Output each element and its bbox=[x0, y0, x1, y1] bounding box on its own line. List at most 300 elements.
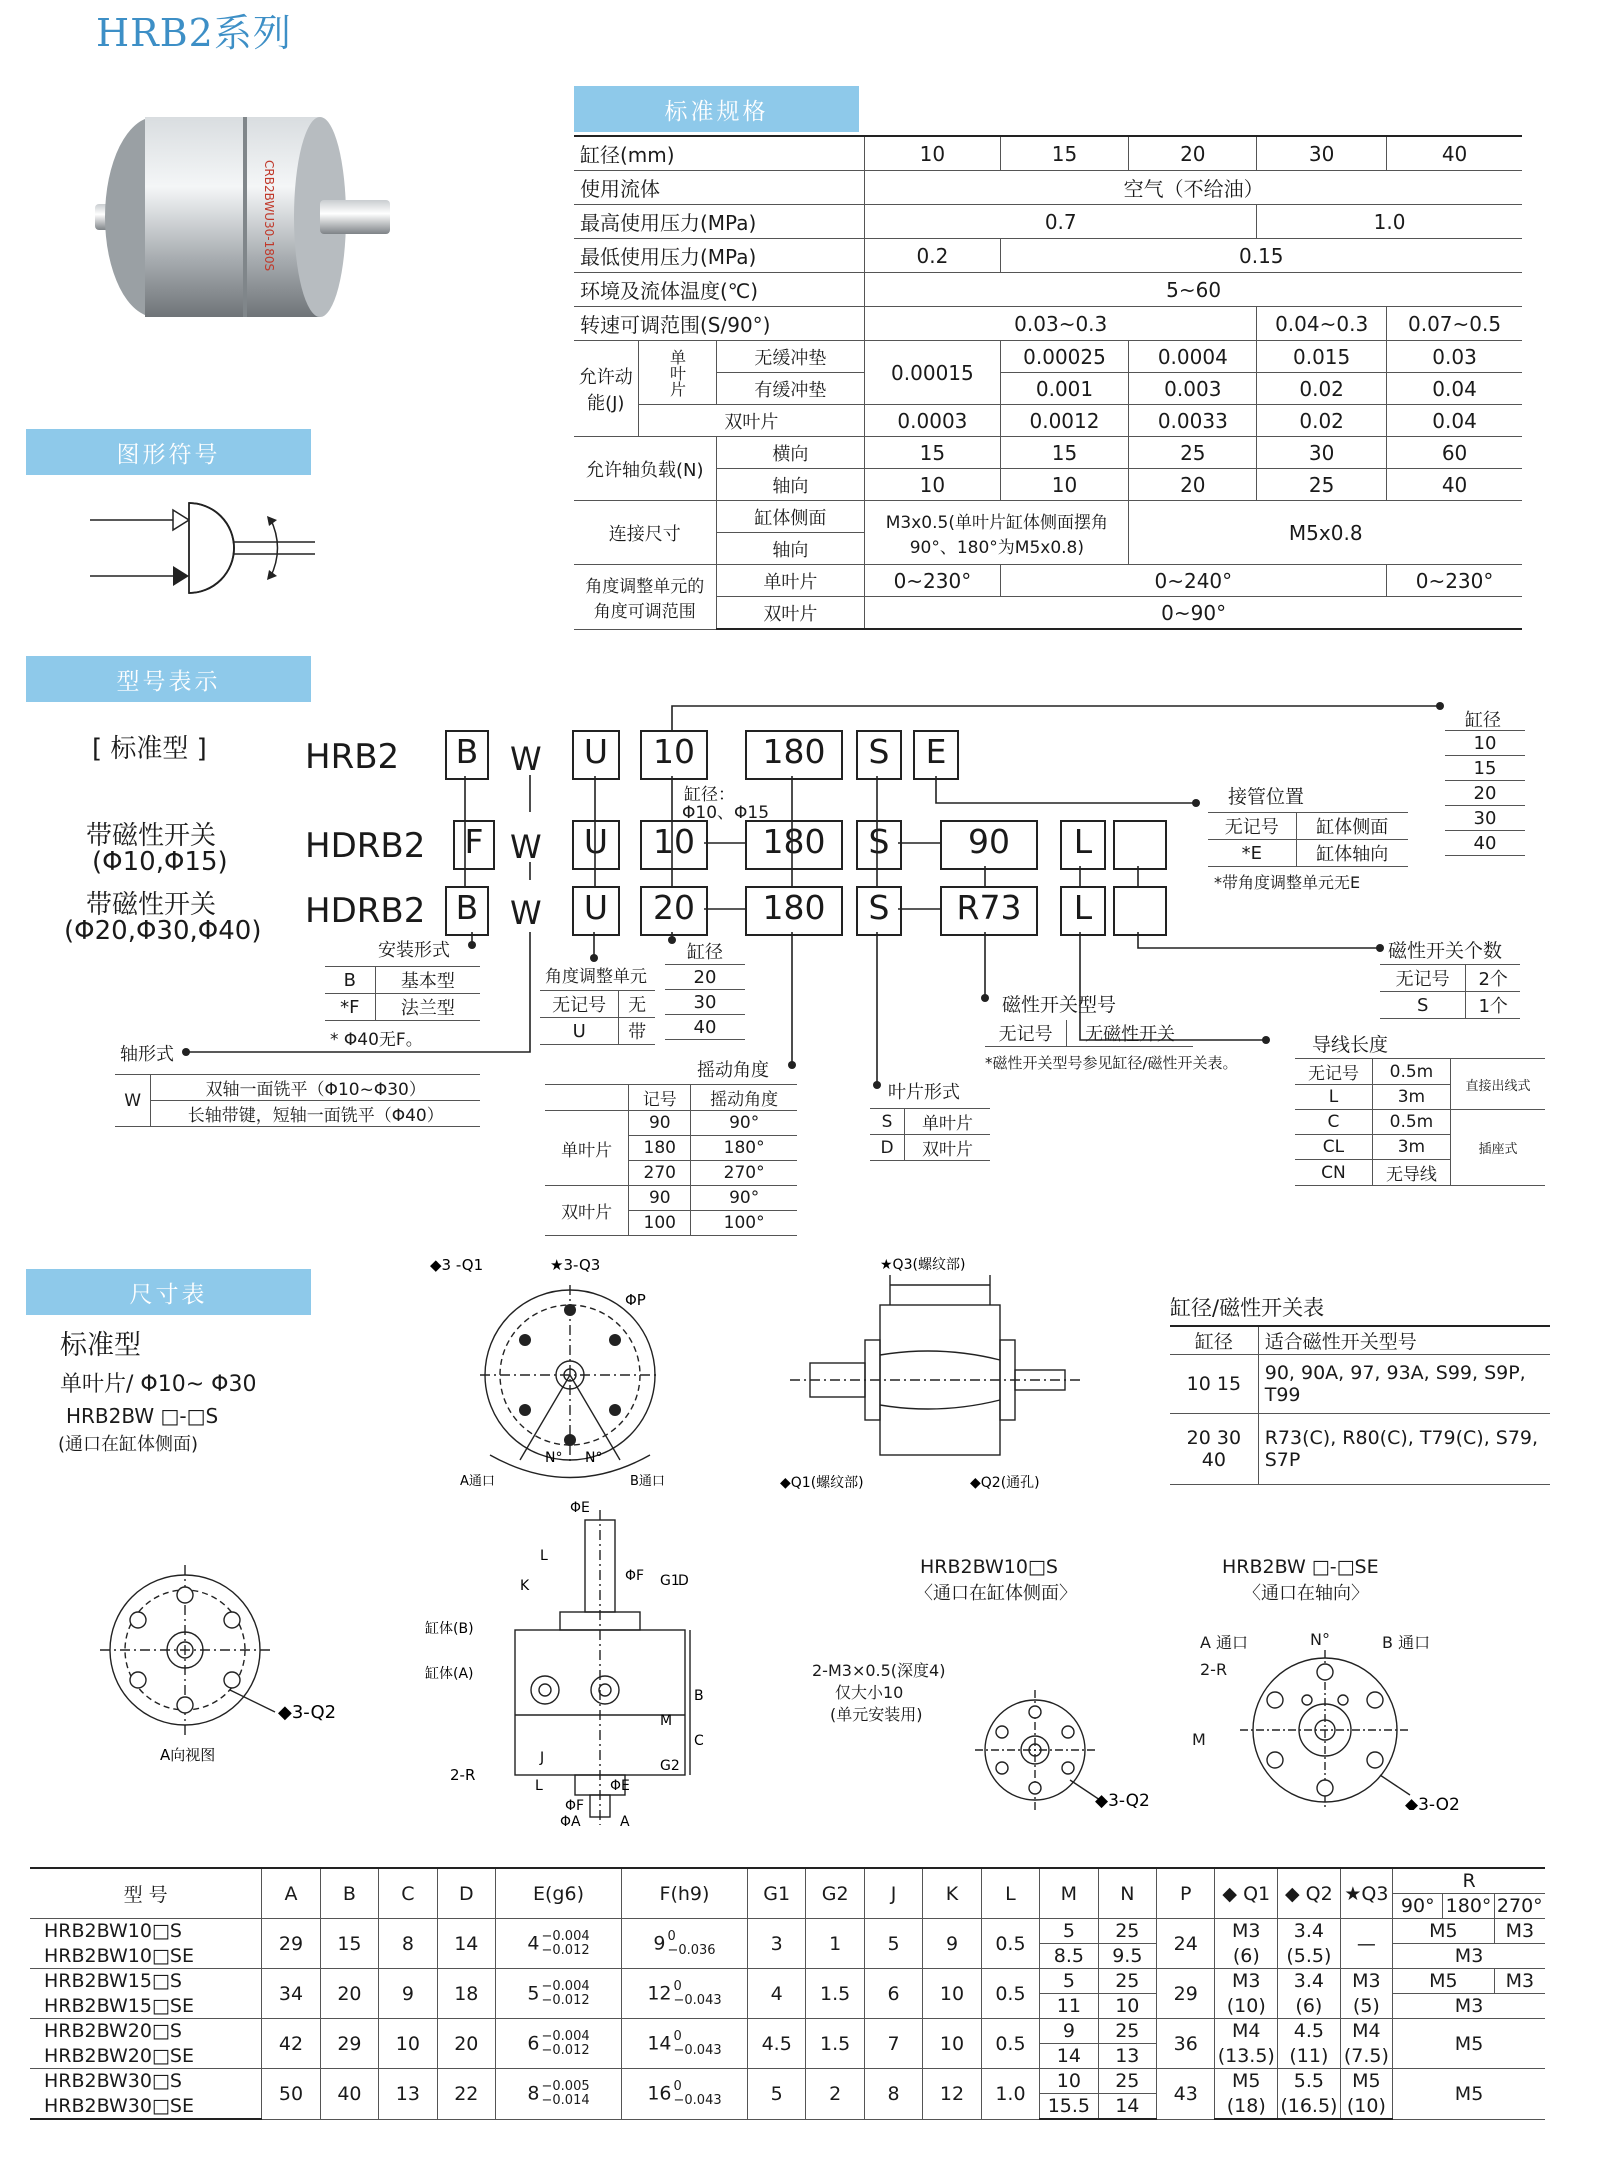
hrb10-note2: 仅大小10 bbox=[835, 1683, 904, 1702]
dim-cell-q1b: (13.5) bbox=[1215, 2044, 1278, 2069]
dim-cell-q3a: M5 bbox=[1340, 2069, 1392, 2094]
mount-note: * Φ40无F。 bbox=[330, 1030, 423, 1050]
mount-val-1: 法兰型 bbox=[375, 994, 480, 1021]
row3-l: L bbox=[1060, 886, 1106, 936]
dim-cell-q3a: M3 bbox=[1340, 1969, 1392, 1994]
swing-v4: 100° bbox=[691, 1211, 797, 1236]
spec-bore-10: 10 bbox=[865, 136, 1000, 171]
spec-speed-label: 转速可调范围(S/90°) bbox=[574, 307, 865, 341]
dim-cell-c: 10 bbox=[379, 2019, 437, 2069]
spec-maxp-b: 1.0 bbox=[1257, 205, 1522, 239]
spec-bore-20: 20 bbox=[1129, 136, 1257, 171]
dim-cell-n1: 25 bbox=[1098, 2069, 1156, 2094]
front-view-drawing bbox=[420, 1250, 700, 1500]
dim-cell-j: 7 bbox=[864, 2019, 922, 2069]
switch-table-model-0: 90, 90A, 97, 93A, S99, S9P, T99 bbox=[1258, 1355, 1550, 1414]
spec-energy-nc-30: 0.015 bbox=[1257, 341, 1387, 373]
dim-cell-q3a: M4 bbox=[1340, 2019, 1392, 2044]
q2-callout-10: ◆3-Q2 bbox=[1095, 1791, 1150, 1811]
spec-angle-single-b: 0~240° bbox=[1000, 565, 1387, 597]
spec-speed-b: 0.04~0.3 bbox=[1257, 307, 1387, 341]
switch-table bbox=[1170, 1325, 1550, 1485]
adj-key-1: U bbox=[540, 1018, 619, 1045]
d-callout: D bbox=[678, 1573, 689, 1589]
photo-label: CRB2BWU30-180S bbox=[262, 160, 276, 272]
dim-cell-q2b: (16.5) bbox=[1278, 2094, 1341, 2120]
band-spec: 标准规格 bbox=[574, 86, 859, 132]
port-key-1: *E bbox=[1208, 840, 1296, 867]
dim-head-q3: ★Q3 bbox=[1340, 1868, 1392, 1919]
dim-cell-b: 15 bbox=[320, 1919, 378, 1969]
swing-head-0: 记号 bbox=[629, 1085, 691, 1111]
swing-double: 双叶片 bbox=[545, 1186, 629, 1236]
b-port-callout: B通口 bbox=[630, 1474, 665, 1489]
dim-cell-p: 43 bbox=[1157, 2069, 1215, 2120]
row1-w: W bbox=[510, 740, 542, 778]
adj-title: 角度调整单元 bbox=[545, 967, 647, 987]
wire-direct: 直接出线式 bbox=[1450, 1059, 1545, 1110]
f-callout: ΦF bbox=[625, 1568, 645, 1584]
swing-head-1: 摇动角度 bbox=[691, 1085, 797, 1111]
row2-s: S bbox=[856, 820, 902, 870]
dim-cell-g1: 3 bbox=[747, 1919, 805, 1969]
spec-maxp-label: 最高使用压力(MPa) bbox=[574, 205, 865, 239]
dim-cell-f: 12 0 −0.043 bbox=[622, 1969, 748, 2019]
port-title: 接管位置 bbox=[1228, 786, 1305, 808]
q3-callout: ★3-Q3 bbox=[550, 1256, 601, 1274]
dim-head-b: B bbox=[320, 1868, 378, 1919]
dim-cell-l: 0.5 bbox=[981, 2019, 1039, 2069]
dim-cell-b: 20 bbox=[320, 1969, 378, 2019]
spec-load-a-30: 25 bbox=[1257, 469, 1387, 501]
dim-cell-q1a: M4 bbox=[1215, 2019, 1278, 2044]
wire-k2: C bbox=[1295, 1110, 1372, 1135]
switch-note: *磁性开关型号参见缸径/磁性开关表。 bbox=[985, 1054, 1238, 1072]
row2-sw: 90 bbox=[940, 820, 1038, 870]
dim-head-r: R bbox=[1393, 1868, 1545, 1894]
spec-load-r-20: 25 bbox=[1129, 437, 1257, 469]
shaft-title: 轴形式 bbox=[120, 1044, 174, 1065]
dim-cell-r-270: M3 bbox=[1494, 1969, 1545, 1994]
spec-load-r-30: 30 bbox=[1257, 437, 1387, 469]
swing-k1: 180 bbox=[629, 1136, 691, 1161]
bore2-40: 40 bbox=[665, 1015, 745, 1040]
hrbse-drawing bbox=[1235, 1650, 1475, 1810]
swing-k3: 90 bbox=[629, 1186, 691, 1211]
spec-conn-side: 缸体侧面 bbox=[716, 501, 865, 533]
dim-model-label: HRB2BW □-□S bbox=[66, 1404, 219, 1428]
swing-v3: 90° bbox=[691, 1186, 797, 1211]
row2-w: W bbox=[510, 828, 542, 866]
swing-title: 摇动角度 bbox=[697, 1060, 769, 1081]
bore-note: 缸径： bbox=[684, 785, 735, 805]
spec-load-r-15: 15 bbox=[1000, 437, 1129, 469]
switch-table-bore-0: 10 15 bbox=[1170, 1355, 1258, 1414]
row3-s: S bbox=[856, 886, 902, 936]
dim-head-model: 型 号 bbox=[30, 1868, 262, 1919]
dim-head-c: C bbox=[379, 1868, 437, 1919]
mount-title: 安装形式 bbox=[378, 940, 450, 961]
cyl-a-callout: 缸体(A) bbox=[425, 1666, 474, 1682]
spec-fluid-value: 空气（不给油） bbox=[865, 171, 1522, 205]
dim-cell-n1: 25 bbox=[1098, 2019, 1156, 2044]
spec-load-a-15: 10 bbox=[1000, 469, 1129, 501]
dim-cell-q1a: M3 bbox=[1215, 1969, 1278, 1994]
se-n: N° bbox=[1310, 1630, 1330, 1649]
g2-callout: G2 bbox=[660, 1758, 680, 1774]
spec-angle-double: 双叶片 bbox=[716, 597, 865, 630]
dim-cell-q1a: M5 bbox=[1215, 2069, 1278, 2094]
dim-cell-q2b: (5.5) bbox=[1278, 1944, 1341, 1969]
spec-axial: 轴向 bbox=[716, 469, 865, 501]
dim-head-r180: 180° bbox=[1443, 1894, 1494, 1919]
wire-v2: 0.5m bbox=[1372, 1110, 1450, 1135]
spec-angle-label: 角度调整单元的角度可调范围 bbox=[574, 565, 716, 630]
side-view-drawing bbox=[770, 1245, 1100, 1495]
spec-energy-nc-15: 0.00025 bbox=[1000, 341, 1129, 373]
mount-key-1: *F bbox=[325, 994, 375, 1021]
dim-cell-m1: 10 bbox=[1040, 2069, 1098, 2094]
dim-cell-n1: 25 bbox=[1098, 1919, 1156, 1944]
hrbse-title: HRB2BW □-□SE bbox=[1222, 1556, 1379, 1578]
spec-load-r-10: 15 bbox=[865, 437, 1000, 469]
c-callout: C bbox=[694, 1733, 704, 1749]
dim-cell-l: 0.5 bbox=[981, 1919, 1039, 1969]
row2-count bbox=[1113, 820, 1167, 870]
dim-cell-j: 8 bbox=[864, 2069, 922, 2120]
l-callout-bottom: L bbox=[535, 1778, 543, 1794]
spec-fluid-label: 使用流体 bbox=[574, 171, 865, 205]
dim-cell-f: 14 0 −0.043 bbox=[622, 2019, 748, 2069]
e-callout-bottom: ΦE bbox=[610, 1778, 630, 1794]
dim-cell-e: 8 −0.005 −0.014 bbox=[496, 2069, 622, 2120]
hrb10-sub: 〈通口在缸体侧面〉 bbox=[915, 1583, 1077, 1604]
swing-k2: 270 bbox=[629, 1161, 691, 1186]
spec-with-cushion: 有缓冲垫 bbox=[716, 373, 865, 405]
dim-cell-m2: 8.5 bbox=[1040, 1944, 1098, 1969]
count-val-1: 1个 bbox=[1466, 992, 1520, 1019]
spec-single-vane: 单叶片 bbox=[638, 341, 716, 405]
j-callout: J bbox=[540, 1750, 545, 1766]
dim-cell-j: 6 bbox=[864, 1969, 922, 2019]
se-a-port: A 通口 bbox=[1200, 1633, 1249, 1652]
swing-k4: 100 bbox=[629, 1211, 691, 1236]
m-callout: M bbox=[660, 1713, 673, 1729]
row2-prefix: HDRB2 bbox=[305, 826, 426, 866]
dim-head-d: D bbox=[437, 1868, 495, 1919]
bore-40: 40 bbox=[1445, 831, 1525, 856]
dim-cell-g2: 1 bbox=[806, 1919, 864, 1969]
dim-cell-m1: 5 bbox=[1040, 1919, 1098, 1944]
port-note: *带角度调整单元无E bbox=[1214, 873, 1361, 892]
hrb10-note1: 2-M3×0.5(深度4) bbox=[812, 1661, 946, 1680]
dim-cell-l: 0.5 bbox=[981, 1969, 1039, 2019]
dim-head-m: M bbox=[1040, 1868, 1098, 1919]
spec-double-vane: 双叶片 bbox=[638, 405, 865, 437]
q1-thread-callout: ◆Q1(螺纹部) bbox=[780, 1475, 864, 1491]
bore-15: 15 bbox=[1445, 756, 1525, 781]
shaft-table bbox=[115, 1074, 480, 1127]
b-callout: B bbox=[694, 1688, 704, 1704]
adj-val-1: 带 bbox=[619, 1018, 655, 1045]
spec-bore-15: 15 bbox=[1000, 136, 1129, 171]
dim-cell-r-270: M3 bbox=[1494, 1919, 1545, 1944]
dim-head-l: L bbox=[981, 1868, 1039, 1919]
mount-key-0: B bbox=[325, 967, 375, 994]
a-view-label: A向视图 bbox=[160, 1746, 216, 1764]
dim-head-q2: ◆ Q2 bbox=[1278, 1868, 1341, 1919]
e-callout: ΦE bbox=[570, 1500, 590, 1516]
row3-bore: 20 bbox=[640, 886, 708, 936]
switch-title: 磁性开关型号 bbox=[1002, 994, 1117, 1016]
swing-v1: 180° bbox=[691, 1136, 797, 1161]
dim-cell-d: 14 bbox=[437, 1919, 495, 1969]
dim-cell-q2a: 3.4 bbox=[1278, 1919, 1341, 1944]
dim-cell-d: 20 bbox=[437, 2019, 495, 2069]
dim-head-r90: 90° bbox=[1393, 1894, 1443, 1919]
row1-u: U bbox=[572, 730, 620, 780]
spec-temp-value: 5~60 bbox=[865, 273, 1522, 307]
spec-radial: 横向 bbox=[716, 437, 865, 469]
row1-e: E bbox=[913, 730, 959, 780]
row1-s: S bbox=[856, 730, 902, 780]
dim-cell-e: 5 −0.004 −0.012 bbox=[496, 1969, 622, 2019]
spec-load-a-20: 20 bbox=[1129, 469, 1257, 501]
dim-cell-q1b: (18) bbox=[1215, 2094, 1278, 2120]
graphic-symbol bbox=[85, 498, 335, 608]
spec-maxp-a: 0.7 bbox=[865, 205, 1257, 239]
dim-cell-q3: — bbox=[1340, 1919, 1392, 1969]
dim-cell-e: 4 −0.004 −0.012 bbox=[496, 1919, 622, 1969]
bore2-table bbox=[665, 964, 745, 1040]
f-callout-bottom: ΦF bbox=[565, 1798, 585, 1814]
dim-cell-q1b: (6) bbox=[1215, 1944, 1278, 1969]
dim-cell-q2a: 4.5 bbox=[1278, 2019, 1341, 2044]
dim-head-n: N bbox=[1098, 1868, 1156, 1919]
vane-v1: 双叶片 bbox=[904, 1135, 990, 1161]
spec-energy-d-30: 0.02 bbox=[1257, 405, 1387, 437]
dim-cell-r-se: M3 bbox=[1393, 1994, 1545, 2019]
dim-model-note: (通口在缸体侧面) bbox=[58, 1434, 199, 1455]
count-val-0: 2个 bbox=[1466, 965, 1520, 992]
bore2-30: 30 bbox=[665, 990, 745, 1015]
swing-v0: 90° bbox=[691, 1111, 797, 1136]
dim-head-r270: 270° bbox=[1494, 1894, 1545, 1919]
wire-k4: CN bbox=[1295, 1160, 1372, 1186]
dim-head-a: A bbox=[262, 1868, 320, 1919]
spec-angle-double-value: 0~90° bbox=[865, 597, 1522, 630]
bore2-title: 缸径 bbox=[687, 942, 723, 963]
dim-cell-g1: 5 bbox=[747, 2069, 805, 2120]
dim-cell-m2: 14 bbox=[1040, 2044, 1098, 2069]
wire-socket: 插座式 bbox=[1450, 1110, 1545, 1186]
dim-model-se: HRB2BW15□SE bbox=[30, 1994, 262, 2019]
dim-head-q1: ◆ Q1 bbox=[1215, 1868, 1278, 1919]
vane-k1: D bbox=[870, 1135, 904, 1161]
count-title: 磁性开关个数 bbox=[1388, 940, 1503, 962]
row3-u: U bbox=[572, 886, 620, 936]
switch-key-0: 无记号 bbox=[985, 1020, 1067, 1047]
dim-cell-f: 16 0 −0.043 bbox=[622, 2069, 748, 2120]
l-callout-top: L bbox=[540, 1548, 548, 1564]
dim-cell-n2: 13 bbox=[1098, 2044, 1156, 2069]
dim-cell-c: 8 bbox=[379, 1919, 437, 1969]
mount-table bbox=[325, 966, 480, 1021]
spec-speed-a: 0.03~0.3 bbox=[865, 307, 1257, 341]
wire-k1: L bbox=[1295, 1085, 1372, 1110]
count-key-1: S bbox=[1380, 992, 1466, 1019]
dim-cell-e: 6 −0.004 −0.012 bbox=[496, 2019, 622, 2069]
spec-conn-large: M5x0.8 bbox=[1129, 501, 1522, 565]
dim-model-se: HRB2BW20□SE bbox=[30, 2044, 262, 2069]
dim-cell-f: 9 0 −0.036 bbox=[622, 1919, 748, 1969]
dim-cell-k: 9 bbox=[923, 1919, 981, 1969]
dim-cell-g1: 4.5 bbox=[747, 2019, 805, 2069]
dim-cell-q2b: (6) bbox=[1278, 1994, 1341, 2019]
spec-energy-d-20: 0.0033 bbox=[1129, 405, 1257, 437]
dim-cell-d: 22 bbox=[437, 2069, 495, 2120]
dim-cell-a: 50 bbox=[262, 2069, 320, 2120]
bore-note2: Φ10、Φ15 bbox=[682, 803, 770, 823]
wire-table bbox=[1295, 1058, 1545, 1186]
row2-bore: 10 bbox=[640, 820, 708, 870]
dim-cell-q3b: (5) bbox=[1340, 1994, 1392, 2019]
dimension-table bbox=[30, 1867, 1545, 2120]
port-table bbox=[1208, 812, 1408, 867]
dim-cell-g1: 4 bbox=[747, 1969, 805, 2019]
dim-cell-q3b: (10) bbox=[1340, 2094, 1392, 2120]
dim-head-j: J bbox=[864, 1868, 922, 1919]
switch-table-head-1: 适合磁性开关型号 bbox=[1258, 1326, 1550, 1355]
p-callout: ΦP bbox=[625, 1291, 646, 1309]
spec-energy-wc-30: 0.02 bbox=[1257, 373, 1387, 405]
swing-k0: 90 bbox=[629, 1111, 691, 1136]
swing-single: 单叶片 bbox=[545, 1111, 629, 1186]
row3-w: W bbox=[510, 894, 542, 932]
dim-head-p: P bbox=[1157, 1868, 1215, 1919]
dim-cell-q1b: (10) bbox=[1215, 1994, 1278, 2019]
port-key-0: 无记号 bbox=[1208, 813, 1296, 840]
dim-cell-p: 36 bbox=[1157, 2019, 1215, 2069]
q2-callout-se: ◆3-Q2 bbox=[1405, 1795, 1460, 1810]
dim-cell-m2: 11 bbox=[1040, 1994, 1098, 2019]
wire-v1: 3m bbox=[1372, 1085, 1450, 1110]
switch-model-table bbox=[985, 1020, 1193, 1047]
q1-callout: ◆3 -Q1 bbox=[430, 1256, 484, 1274]
dim-cell-b: 29 bbox=[320, 2019, 378, 2069]
wire-k0: 无记号 bbox=[1295, 1059, 1372, 1085]
adj-val-0: 无 bbox=[619, 991, 655, 1018]
spec-energy-wc-15: 0.001 bbox=[1000, 373, 1129, 405]
section-view-drawing bbox=[420, 1500, 720, 1830]
g1-callout: G1 bbox=[660, 1573, 680, 1589]
dim-single-label: 单叶片/ Φ10~ Φ30 bbox=[60, 1372, 257, 1397]
row2-angle: 180 bbox=[745, 820, 843, 870]
spec-energy-d-15: 0.0012 bbox=[1000, 405, 1129, 437]
bore2-20: 20 bbox=[665, 965, 745, 990]
dim-cell-g2: 1.5 bbox=[806, 2019, 864, 2069]
spec-angle-single: 单叶片 bbox=[716, 565, 865, 597]
dim-cell-q2b: (11) bbox=[1278, 2044, 1341, 2069]
fa-callout: ΦA bbox=[560, 1814, 581, 1830]
bore-30: 30 bbox=[1445, 806, 1525, 831]
hrbse-sub: 〈通口在轴向〉 bbox=[1243, 1583, 1369, 1604]
dim-cell-r-90-180: M5 bbox=[1393, 1969, 1495, 1994]
mag-small-sub: (Φ10,Φ15) bbox=[92, 847, 228, 877]
band-symbol: 图形符号 bbox=[26, 429, 311, 475]
vane-table bbox=[870, 1108, 990, 1161]
a-view-drawing bbox=[100, 1565, 360, 1765]
dim-cell-g2: 1.5 bbox=[806, 1969, 864, 2019]
dim-cell-m1: 9 bbox=[1040, 2019, 1098, 2044]
dim-cell-m1: 5 bbox=[1040, 1969, 1098, 1994]
spec-load-label: 允许轴负载(N) bbox=[574, 437, 716, 501]
row1-bore: 10 bbox=[640, 730, 708, 780]
dim-cell-c: 13 bbox=[379, 2069, 437, 2120]
dim-cell-k: 12 bbox=[923, 2069, 981, 2120]
series-title: HRB2系列 bbox=[96, 11, 292, 55]
row2-b: F bbox=[453, 820, 495, 870]
mag-small-label: 带磁性开关 bbox=[86, 821, 217, 851]
hrb10-drawing bbox=[975, 1690, 1165, 1820]
spec-energy-wc-20: 0.003 bbox=[1129, 373, 1257, 405]
dim-model-se: HRB2BW10□SE bbox=[30, 1944, 262, 1969]
dim-model-s: HRB2BW10□S bbox=[44, 1920, 182, 1943]
row1-prefix: HRB2 bbox=[305, 737, 400, 777]
dim-model-s: HRB2BW30□S bbox=[44, 2070, 182, 2093]
spec-energy-common: 0.00015 bbox=[865, 341, 1000, 405]
adj-key-0: 无记号 bbox=[540, 991, 619, 1018]
k-callout: K bbox=[520, 1578, 530, 1594]
swing-table bbox=[545, 1084, 797, 1236]
dim-head-k: K bbox=[923, 1868, 981, 1919]
spec-load-a-40: 40 bbox=[1387, 469, 1522, 501]
wire-v0: 0.5m bbox=[1372, 1059, 1450, 1085]
row2-u: U bbox=[572, 820, 620, 870]
switch-table-head-0: 缸径 bbox=[1170, 1326, 1258, 1355]
spec-bore-40: 40 bbox=[1387, 136, 1522, 171]
n-callout-right: N° bbox=[585, 1450, 603, 1466]
dim-std-label: 标准型 bbox=[60, 1330, 141, 1361]
bore-20: 20 bbox=[1445, 781, 1525, 806]
dim-cell-c: 9 bbox=[379, 1969, 437, 2019]
dim-head-g1: G1 bbox=[747, 1868, 805, 1919]
spec-conn-small: M3x0.5(单叶片缸体侧面摆角90°、180°为M5x0.8) bbox=[865, 501, 1129, 565]
dim-cell-l: 1.0 bbox=[981, 2069, 1039, 2120]
a-port-callout: A通口 bbox=[460, 1474, 495, 1489]
dim-head-g2: G2 bbox=[806, 1868, 864, 1919]
spec-load-a-10: 10 bbox=[865, 469, 1000, 501]
vane-k0: S bbox=[870, 1109, 904, 1135]
dim-cell-n2: 9.5 bbox=[1098, 1944, 1156, 1969]
dim-cell-q3b: (7.5) bbox=[1340, 2044, 1392, 2069]
shaft-key: W bbox=[115, 1075, 151, 1127]
port-val-0: 缸体侧面 bbox=[1296, 813, 1408, 840]
count-key-0: 无记号 bbox=[1380, 965, 1466, 992]
spec-conn-axial: 轴向 bbox=[716, 533, 865, 565]
dim-model-se: HRB2BW30□SE bbox=[30, 2094, 262, 2120]
dim-cell-g2: 2 bbox=[806, 2069, 864, 2120]
spec-minp-b: 0.15 bbox=[1000, 239, 1522, 273]
cyl-b-callout: 缸体(B) bbox=[425, 1621, 474, 1637]
row3-prefix: HDRB2 bbox=[305, 891, 426, 931]
spec-energy-nc-20: 0.0004 bbox=[1129, 341, 1257, 373]
bore-10: 10 bbox=[1445, 731, 1525, 756]
dim-cell-a: 29 bbox=[262, 1919, 320, 1969]
band-model: 型号表示 bbox=[26, 656, 311, 702]
dim-cell-r-90-180: M5 bbox=[1393, 1919, 1495, 1944]
se-r2: 2-R bbox=[1200, 1660, 1228, 1679]
